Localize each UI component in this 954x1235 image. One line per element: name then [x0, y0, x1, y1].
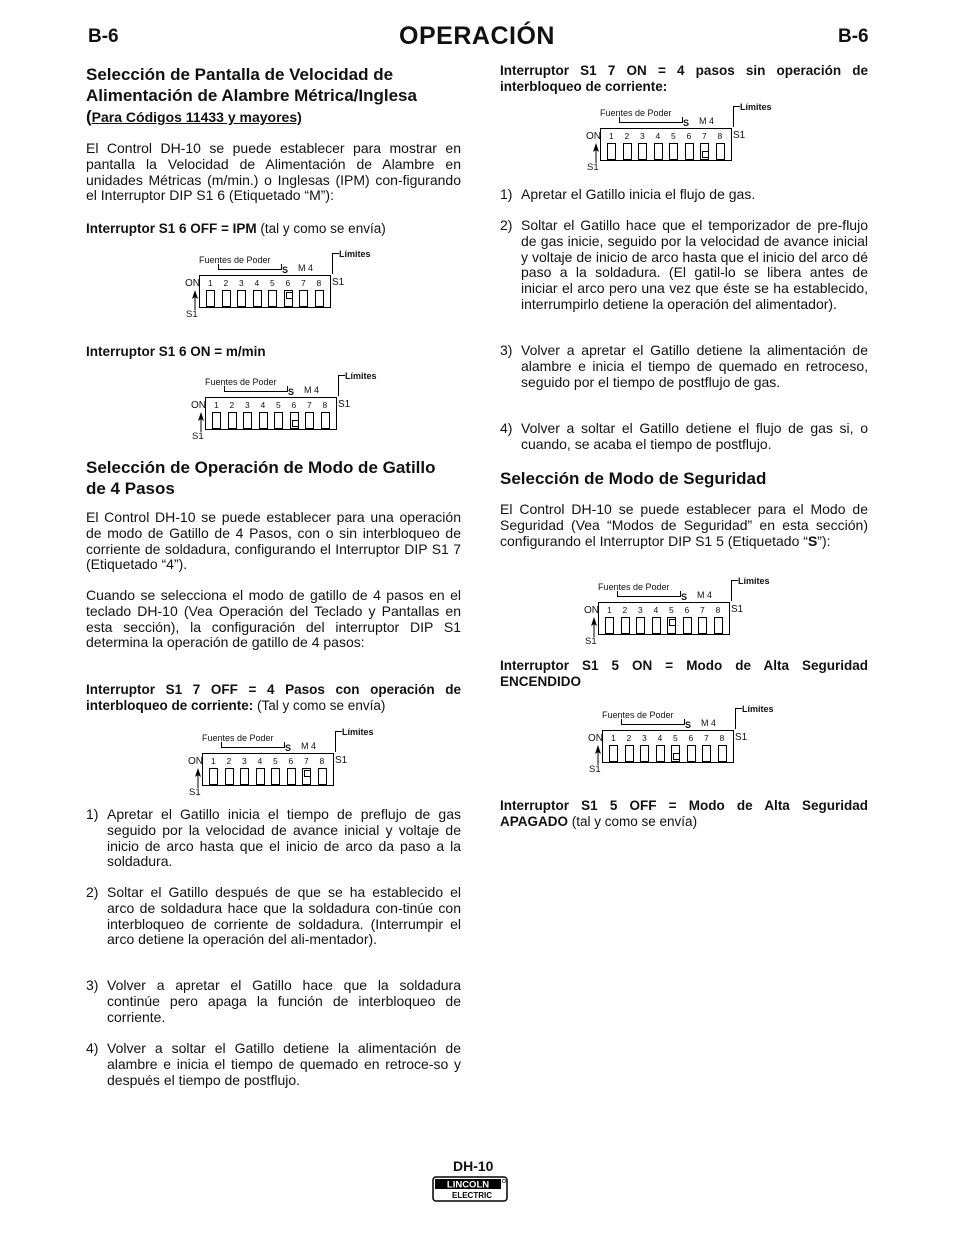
switch-m4-label: M 4	[304, 385, 320, 395]
dip-switch-block	[602, 730, 734, 763]
page-title: OPERACIÓN	[399, 22, 555, 50]
power-sources-label: Fuentes de Poder	[598, 582, 670, 592]
switch-number: 1	[609, 131, 614, 141]
s1-label: S1	[332, 277, 345, 288]
switch-number: 5	[671, 131, 676, 141]
dip-switch	[669, 143, 678, 160]
switch-s-label: S	[681, 592, 688, 602]
switch-number: 1	[211, 756, 216, 766]
arrow-up-icon	[191, 290, 199, 310]
s1-label: S1	[189, 787, 201, 798]
dip-switch	[302, 768, 311, 785]
dip-switch	[284, 290, 293, 307]
footer-model: DH-10	[453, 1158, 494, 1174]
switch-s-label: S	[282, 265, 289, 275]
dip-switch	[287, 768, 296, 785]
s1-label: S1	[186, 309, 198, 320]
switch-number: 2	[223, 278, 229, 288]
switch-m4-label: M 4	[298, 263, 314, 273]
switch-number: 1	[208, 278, 213, 288]
arrow-up-icon	[594, 745, 602, 765]
switch-number: 7	[700, 605, 705, 615]
on-label: ON	[588, 733, 603, 744]
switch-number: 5	[673, 733, 678, 743]
switch-number: 6	[688, 733, 694, 743]
switch-number: 8	[316, 278, 322, 288]
dip-switch-diagram	[588, 704, 802, 782]
codes-subtitle: Para Códigos 11433 y mayores)	[91, 109, 302, 125]
dip-switch	[222, 290, 231, 307]
dip-switch	[237, 290, 246, 307]
dip-switch	[656, 745, 665, 762]
caption-s1-5-on: Interruptor S1 5 ON = Modo de Alta Seguridad ENCENDIDO	[500, 658, 868, 689]
power-sources-label: Fuentes de Poder	[202, 733, 274, 743]
switch-number: 3	[642, 733, 647, 743]
switch-number: 3	[242, 756, 247, 766]
paragraph-4-step-1: El Control DH-10 se puede establecer para una operación de modo de Gatillo de 4 Pasos, con o sin interbloqueo de corriente de soldadura, configurando el Interruptor DIP S1 7 (Etiquetado “4”).	[86, 509, 461, 573]
section-title-metric-english: Selección de Pantalla de Velocidad de Alimentación de Alambre Métrica/Inglesa (Para Códigos 11433 y mayores)	[86, 65, 417, 126]
dip-switch	[609, 745, 618, 762]
switch-s-label: S	[685, 720, 692, 730]
dip-switch	[685, 143, 694, 160]
dip-switch-block	[202, 753, 334, 786]
dip-switch	[607, 143, 616, 160]
switch-number: 5	[270, 278, 275, 288]
dip-switch	[698, 617, 707, 634]
switch-number: 2	[624, 131, 630, 141]
dip-switch	[253, 290, 262, 307]
paragraph-safety: El Control DH-10 se puede establecer para el Modo de Seguridad (Vea “Modos de Seguridad” en esta sección) configurando el Interruptor DIP S1 5 (Etiquetado “S”):	[500, 501, 868, 549]
dip-switch	[206, 290, 215, 307]
dip-switch	[605, 617, 614, 634]
dip-switch-block	[205, 397, 337, 430]
switch-number: 4	[260, 400, 266, 410]
dip-switch	[290, 412, 299, 429]
dip-switch	[667, 617, 676, 634]
arrow-up-icon	[592, 143, 600, 163]
list-item: 1) Apretar el Gatillo inicia el flujo de gas.	[500, 186, 756, 202]
switch-number: 4	[657, 733, 663, 743]
dip-switch	[243, 412, 252, 429]
switch-number: 3	[640, 131, 645, 141]
switch-number: 1	[214, 400, 219, 410]
list-item: 4) Volver a soltar el Gatillo detiene la alimentación de alambre e inicia el tiempo de quemado en retroce-so y después el tiempo de postflujo.	[86, 1040, 461, 1088]
dip-switch	[638, 143, 647, 160]
s1-label: S1	[589, 764, 601, 775]
dip-switch	[652, 617, 661, 634]
on-label: ON	[185, 278, 200, 289]
switch-number: 1	[611, 733, 616, 743]
power-sources-label: Fuentes de Poder	[199, 255, 271, 265]
dip-switch	[225, 768, 234, 785]
switch-number: 2	[626, 733, 632, 743]
dip-switch-diagram	[586, 102, 800, 180]
switch-number: 8	[319, 756, 325, 766]
switch-number: 2	[229, 400, 235, 410]
switch-m4-label: M 4	[697, 590, 713, 600]
switch-number: 7	[307, 400, 312, 410]
dip-switch	[683, 617, 692, 634]
s1-label: S1	[733, 130, 746, 141]
s1-label: S1	[735, 732, 748, 743]
switch-number: 7	[704, 733, 709, 743]
switch-m4-label: M 4	[301, 741, 317, 751]
limits-label: Límites	[738, 576, 770, 586]
switch-number: 6	[686, 131, 692, 141]
power-sources-label: Fuentes de Poder	[602, 710, 674, 720]
list-item: 2) Soltar el Gatillo hace que el temporizador de pre-flujo de gas inicie, seguido por la velocidad de avance inicial y voltaje de inicio de arco hasta que el inicio del arco dé paso a la soldadura. (El gatil-lo se libera antes de iniciar el arco pero una vez que éste se ha establecido, interrumpirlo detiene la operación del alimentador).	[500, 217, 868, 312]
list-item: 2) Soltar el Gatillo después de que se ha establecido el arco de soldadura hace que la soldadura con-tinúe con interbloqueo de corriente de soldadura. (Interrumpir el arco detiene la operación del ali-mentador).	[86, 884, 461, 948]
switch-number: 2	[226, 756, 232, 766]
svg-text:ELECTRIC: ELECTRIC	[452, 1191, 492, 1200]
dip-switch-diagram	[185, 249, 399, 327]
dip-switch	[240, 768, 249, 785]
arrow-up-icon	[194, 768, 202, 788]
dip-switch	[315, 290, 324, 307]
dip-switch-block	[598, 602, 730, 635]
switch-number: 8	[719, 733, 725, 743]
switch-number: 8	[322, 400, 328, 410]
limits-label: Límites	[742, 704, 774, 714]
s1-label: S1	[587, 162, 599, 173]
limits-label: Límites	[339, 249, 371, 259]
switch-m4-label: M 4	[699, 116, 715, 126]
on-label: ON	[584, 605, 599, 616]
switch-number: 1	[607, 605, 612, 615]
switch-number: 6	[288, 756, 294, 766]
s1-label: S1	[731, 604, 744, 615]
s1-label: S1	[338, 399, 351, 410]
s1-label: S1	[335, 755, 348, 766]
switch-number: 8	[717, 131, 723, 141]
dip-switch	[212, 412, 221, 429]
dip-switch	[700, 143, 709, 160]
switch-number: 3	[239, 278, 244, 288]
switch-number: 6	[291, 400, 297, 410]
switch-number: 7	[301, 278, 306, 288]
dip-switch	[716, 143, 725, 160]
on-label: ON	[188, 756, 203, 767]
dip-switch	[718, 745, 727, 762]
switch-number: 3	[638, 605, 643, 615]
s1-label: S1	[585, 636, 597, 647]
switch-m4-label: M 4	[701, 718, 717, 728]
arrow-up-icon	[590, 617, 598, 637]
dip-switch	[625, 745, 634, 762]
switch-number: 6	[285, 278, 291, 288]
s1-label: S1	[192, 431, 204, 442]
dip-switch	[271, 768, 280, 785]
switch-number: 4	[655, 131, 661, 141]
dip-switch	[228, 412, 237, 429]
switch-number: 3	[245, 400, 250, 410]
dip-switch	[274, 412, 283, 429]
list-item: 1) Apretar el Gatillo inicia el tiempo de preflujo de gas seguido por la velocidad de avance inicial y voltaje de inicio de arco hasta que el inicio de arco da paso a la soldadura.	[86, 806, 461, 870]
caption-s1-7-on: Interruptor S1 7 ON = 4 pasos sin operación de interbloqueo de corriente:	[500, 63, 868, 94]
switch-s-label: S	[683, 118, 690, 128]
dip-switch-diagram	[188, 727, 402, 805]
caption-s1-5-off: Interruptor S1 5 OFF = Modo de Alta Seguridad APAGADO (tal y como se envía)	[500, 798, 868, 829]
switch-number: 2	[622, 605, 628, 615]
dip-switch	[687, 745, 696, 762]
switch-number: 4	[257, 756, 263, 766]
dip-switch-block	[199, 275, 331, 308]
dip-switch	[654, 143, 663, 160]
list-item: 3) Volver a apretar el Gatillo detiene la alimentación de alambre e inicia el tiempo de quemado en retroceso, seguido por el tiempo de postflujo de gas.	[500, 342, 868, 390]
dip-switch	[636, 617, 645, 634]
dip-switch	[256, 768, 265, 785]
arrow-up-icon	[197, 412, 205, 432]
paragraph-metric: El Control DH-10 se puede establecer para mostrar en pantalla la Velocidad de Alimentación de Alambre en unidades Métricas (m/min.) o Inglesas (IPM) con-figurando el Interruptor DIP S1 6 (Etiquetado “M”):	[86, 140, 461, 204]
dip-switch	[305, 412, 314, 429]
section-title-safety-mode: Selección de Modo de Seguridad	[500, 469, 767, 488]
section-title-4-step: Selección de Operación de Modo de Gatillo de 4 Pasos	[86, 458, 436, 498]
caption-s1-6-off: Interruptor S1 6 OFF = IPM (tal y como se envía)	[86, 221, 386, 236]
dip-switch-diagram	[584, 576, 798, 654]
dip-switch-block	[600, 128, 732, 161]
dip-switch	[268, 290, 277, 307]
dip-switch	[209, 768, 218, 785]
dip-switch	[299, 290, 308, 307]
dip-switch	[318, 768, 327, 785]
lincoln-electric-logo	[432, 1175, 510, 1203]
dip-switch	[671, 745, 680, 762]
dip-switch	[714, 617, 723, 634]
dip-switch	[702, 745, 711, 762]
dip-switch	[259, 412, 268, 429]
limits-label: Límites	[342, 727, 374, 737]
limits-label: Límites	[740, 102, 772, 112]
switch-number: 7	[702, 131, 707, 141]
power-sources-label: Fuentes de Poder	[600, 108, 672, 118]
switch-number: 4	[254, 278, 260, 288]
on-label: ON	[191, 400, 206, 411]
dip-switch	[640, 745, 649, 762]
switch-number: 8	[715, 605, 721, 615]
switch-number: 6	[684, 605, 690, 615]
limits-label: Límites	[345, 371, 377, 381]
dip-switch	[623, 143, 632, 160]
switch-s-label: S	[285, 743, 292, 753]
caption-s1-6-on: Interruptor S1 6 ON = m/min	[86, 344, 266, 359]
svg-text:LINCOLN: LINCOLN	[446, 1179, 490, 1191]
on-label: ON	[586, 131, 601, 142]
switch-number: 5	[276, 400, 281, 410]
switch-number: 5	[669, 605, 674, 615]
list-item: 3) Volver a apretar el Gatillo hace que la soldadura continúe pero apaga la función de interbloqueo de corriente.	[86, 977, 461, 1025]
switch-number: 5	[273, 756, 278, 766]
paragraph-4-step-2: Cuando se selecciona el modo de gatillo de 4 pasos en el teclado DH-10 (Vea Operación del Teclado y Pantallas en esta sección), la configuración del interruptor DIP S1 determina la operación de gatillo de 4 pasos:	[86, 587, 461, 651]
page-number-left: B-6	[88, 26, 119, 47]
switch-s-label: S	[288, 387, 295, 397]
dip-switch	[321, 412, 330, 429]
dip-switch	[621, 617, 630, 634]
switch-number: 7	[304, 756, 309, 766]
list-item: 4) Volver a soltar el Gatillo detiene el flujo de gas si, o cuando, se acaba el tiempo de postflujo.	[500, 420, 868, 452]
page-number-right: B-6	[838, 26, 869, 47]
power-sources-label: Fuentes de Poder	[205, 377, 277, 387]
dip-switch-diagram	[191, 371, 405, 449]
switch-number: 4	[653, 605, 659, 615]
caption-s1-7-off: Interruptor S1 7 OFF = 4 Pasos con operación de interbloqueo de corriente: (Tal y como se envía)	[86, 682, 461, 713]
